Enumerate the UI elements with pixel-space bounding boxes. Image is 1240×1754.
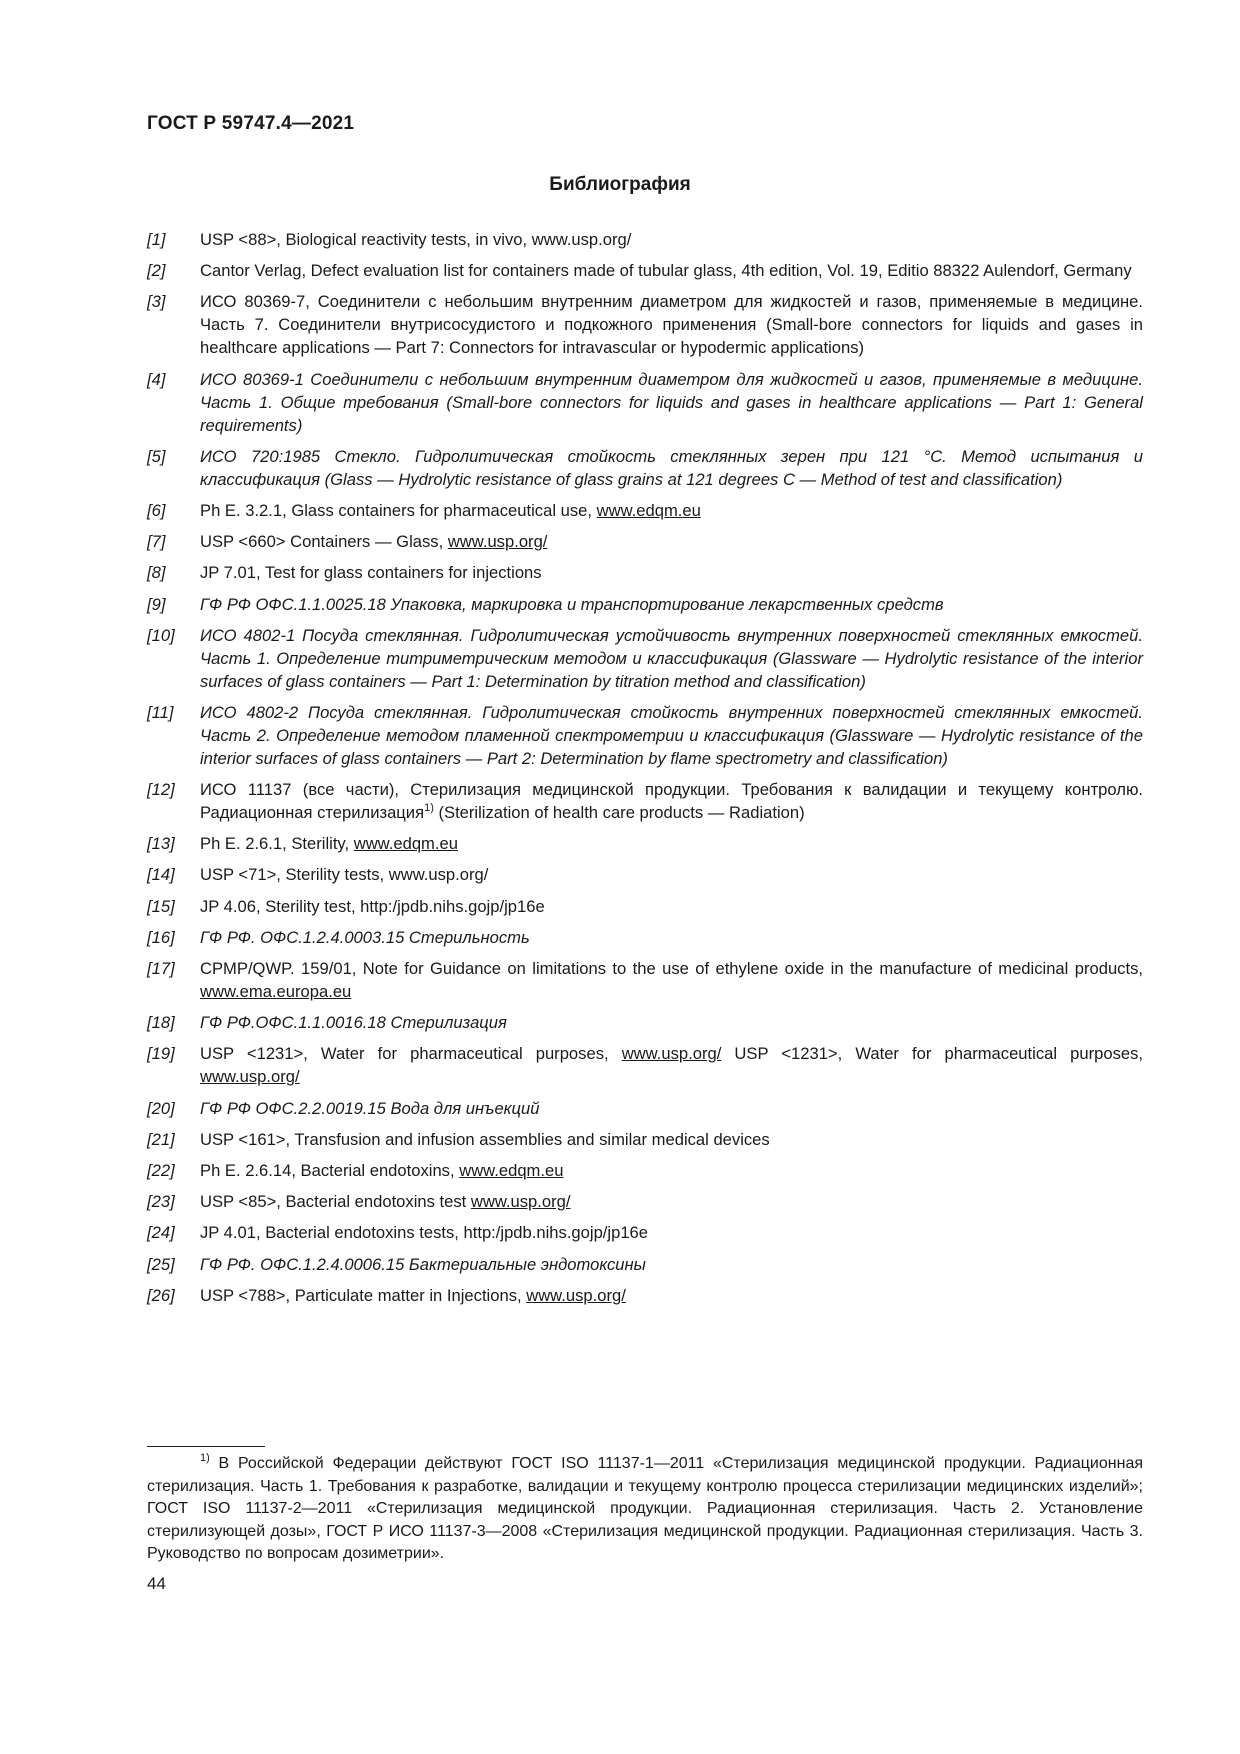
bibliography-entry xyxy=(147,259,1143,282)
entry-body xyxy=(200,532,547,551)
bibliography-entry xyxy=(147,530,1143,553)
entry-number: [6] xyxy=(147,500,166,520)
bibliography-entry xyxy=(147,957,1143,1003)
footnote-reference: 1) xyxy=(424,802,434,815)
bibliography-entry xyxy=(147,701,1143,770)
entry-text: Ph E. 2.6.14, Bacterial endotoxins, xyxy=(200,1160,460,1180)
entry-body xyxy=(200,1223,648,1242)
entry-number: [1] xyxy=(147,230,166,249)
entry-number: [26] xyxy=(147,1285,175,1305)
bibliography-entry xyxy=(147,1221,1143,1244)
entry-body xyxy=(200,501,701,520)
entry-number: [16] xyxy=(147,927,175,947)
entry-link[interactable]: www.usp.org/ xyxy=(470,1192,571,1212)
entry-text: ГФ РФ ОФС.2.2.0019.15 Вода для инъекций xyxy=(200,1098,540,1118)
bibliography-entry xyxy=(147,1128,1143,1151)
entry-link[interactable]: www.ema.europa.eu xyxy=(200,982,352,1001)
entry-number: [21] xyxy=(147,1129,175,1149)
entry-number: [9] xyxy=(147,594,166,614)
document-header: ГОСТ Р 59747.4—2021 xyxy=(147,113,355,134)
entry-body xyxy=(200,595,944,614)
entry-body xyxy=(200,563,542,582)
entry-link[interactable]: www.usp.org/ xyxy=(526,1285,626,1305)
page-title: Библиография xyxy=(549,174,691,195)
bibliography-list xyxy=(147,228,1143,1315)
entry-body xyxy=(200,1130,770,1149)
entry-body xyxy=(200,865,488,884)
entry-text: ГФ РФ ОФС.1.1.0025.18 Упаковка, маркировка и транспортирование лекарственных средств xyxy=(200,594,944,614)
entry-body xyxy=(200,370,1143,435)
footnote xyxy=(147,1453,1143,1566)
footnote-text: В Российской Федерации действуют ГОСТ ISO 11137-1—2011 «Стерилизация медицинской продукции. Радиационная стерилизация. Часть 1. Требования к разработке, валидации и текущему контролю процесса стерилизации медицинских изделий»; ГОСТ ISO 11137-2—2011 «Стерилизация медицинской продукции. Радиационная стерилизация. Часть 2. Установление стерилизующей дозы», ГОСТ Р ИСО 11137-3—2008 «Стерилизация медицинской продукции. Радиационная стерилизация. Часть 3. Руководство по вопросам дозиметрии». xyxy=(147,1455,1143,1562)
entry-text: USP <88>, Biological reactivity tests, in vivo, www.usp.org/ xyxy=(200,230,632,249)
entry-text: USP <85>, Bacterial endotoxins test xyxy=(200,1192,471,1212)
bibliography-entry xyxy=(147,624,1143,693)
entry-text: CPMP/QWP. 159/01, Note for Guidance on limitations to the use of ethylene oxide in the manufacture of medicinal products, xyxy=(200,959,1143,978)
entry-text: USP <71>, Sterility tests, www.usp.org/ xyxy=(200,865,489,885)
entry-text: ИСО 4802-1 Посуда стеклянная. Гидролитическая устойчивость внутренних поверхностей стеклянных емкостей. Часть 1. Определение титриметрическим методом и классификация (Glassware — Hydrolytic resistance of the interior surfaces of glass containers — Part 1: Determination by titration method and classification) xyxy=(200,625,1143,691)
bibliography-entry xyxy=(147,1011,1143,1034)
entry-body xyxy=(200,897,545,916)
entry-number: [14] xyxy=(147,865,175,885)
entry-number: [11] xyxy=(147,702,174,722)
entry-body xyxy=(200,780,1143,822)
entry-text: ИСО 4802-2 Посуда стеклянная. Гидролитическая стойкость внутренних поверхностей стеклянных емкостей. Часть 2. Определение методом пламенной спектрометрии и классификация (Glassware — Hydrolytic resistance of the interior surfaces of glass containers — Part 2: Determination by flame spectrometry and classification) xyxy=(200,702,1143,768)
bibliography-entry xyxy=(147,499,1143,522)
entry-number: [19] xyxy=(147,1044,175,1064)
entry-text-continued: (Sterilization of health care products — Radiation) xyxy=(433,803,805,823)
entry-body xyxy=(200,1099,539,1118)
bibliography-entry xyxy=(147,1159,1143,1182)
entry-text: ГФ РФ. ОФС.1.2.4.0006.15 Бактериальные эндотоксины xyxy=(200,1254,646,1274)
entry-text: ИСО 720:1985 Стекло. Гидролитическая стойкость стеклянных зерен при 121 °С. Метод испытания и классификация (Glass — Hydrolytic resistance of glass grains at 121 degrees C — Method of test and classification) xyxy=(200,446,1143,489)
entry-text: JP 4.06, Sterility test, http:/jpdb.nihs.gojp/jp16e xyxy=(200,896,545,916)
entry-text: Ph E. 2.6.1, Sterility, xyxy=(200,834,354,854)
entry-number: [8] xyxy=(147,563,166,583)
bibliography-entry xyxy=(147,445,1143,491)
bibliography-entry xyxy=(147,290,1143,359)
entry-number: [10] xyxy=(147,625,175,645)
entry-text: Cantor Verlag, Defect evaluation list for containers made of tubular glass, 4th edition, Vol. 19, Editio 88322 Aulendorf, Germany xyxy=(200,261,1132,281)
entry-number: [20] xyxy=(147,1098,175,1118)
entry-link[interactable]: www.usp.org/ xyxy=(447,532,548,552)
entry-body xyxy=(200,261,1132,280)
entry-number: [25] xyxy=(147,1254,175,1274)
entry-body xyxy=(200,1192,571,1211)
entry-text: ГФ РФ. ОФС.1.2.4.0003.15 Стерильность xyxy=(200,927,530,947)
bibliography-entry xyxy=(147,778,1143,824)
entry-body xyxy=(200,1286,626,1305)
entry-text: JP 4.01, Bacterial endotoxins tests, http:/jpdb.nihs.gojp/jp16e xyxy=(200,1223,649,1243)
entry-body xyxy=(200,1013,507,1032)
entry-text-continued: USP <1231>, Water for pharmaceutical purposes, xyxy=(721,1044,1144,1064)
entry-link[interactable]: www.usp.org/ xyxy=(621,1044,722,1064)
entry-body xyxy=(200,447,1143,489)
entry-number: [7] xyxy=(147,532,166,552)
entry-body xyxy=(200,626,1143,691)
entry-number: [18] xyxy=(147,1013,175,1033)
entry-link[interactable]: www.edqm.eu xyxy=(596,500,701,520)
entry-text: USP <1231>, Water for pharmaceutical purposes, xyxy=(200,1044,622,1064)
entry-body xyxy=(200,834,458,853)
entry-link[interactable]: www.edqm.eu xyxy=(353,834,458,854)
entry-number: [12] xyxy=(147,780,175,800)
entry-number: [22] xyxy=(147,1160,175,1180)
entry-number: [5] xyxy=(147,446,166,466)
bibliography-entry xyxy=(147,863,1143,886)
entry-number: [4] xyxy=(147,369,166,389)
entry-body xyxy=(200,1044,1143,1086)
entry-text: JP 7.01, Test for glass containers for injections xyxy=(200,563,542,583)
bibliography-entry xyxy=(147,561,1143,584)
bibliography-entry xyxy=(147,1253,1143,1276)
entry-text: USP <788>, Particulate matter in Injections, xyxy=(200,1285,527,1305)
entry-text: ИСО 80369-7, Соединители с небольшим внутренним диаметром для жидкостей и газов, применяемые в медицине. Часть 7. Соединители внутрисосудистого и подкожного применения (Small-bore connectors for liquids and gases in healthcare applications — Part 7: Connectors for intravascular or hypodermic applications) xyxy=(200,292,1143,358)
entry-text: ГФ РФ.ОФС.1.1.0016.18 Стерилизация xyxy=(200,1013,507,1033)
entry-text: USP <660> Containers — Glass, xyxy=(200,532,448,552)
entry-link[interactable]: www.usp.org/ xyxy=(200,1067,300,1087)
bibliography-entry xyxy=(147,228,1143,251)
bibliography-entry xyxy=(147,926,1143,949)
entry-body xyxy=(200,292,1143,357)
bibliography-entry xyxy=(147,895,1143,918)
entry-number: [15] xyxy=(147,896,175,916)
entry-number: [3] xyxy=(147,292,166,312)
entry-body xyxy=(200,959,1143,1001)
entry-number: [13] xyxy=(147,834,175,854)
page-number: 44 xyxy=(147,1574,166,1593)
entry-text: USP <161>, Transfusion and infusion assemblies and similar medical devices xyxy=(200,1129,770,1149)
entry-body xyxy=(200,230,631,249)
entry-text: ИСО 11137 (все части), Стерилизация медицинской продукции. Требования к валидации и текущему контролю. Радиационная стерилизация xyxy=(200,780,1143,823)
entry-text: ИСО 80369-1 Соединители с небольшим внутренним диаметром для жидкостей и газов, применяемые в медицине. Часть 1. Общие требования (Small-bore connectors for liquids and gases in healthcare applications — Part 1: General requirements) xyxy=(200,369,1143,435)
entry-body xyxy=(200,1161,563,1180)
footnote-marker: 1) xyxy=(200,1452,210,1464)
bibliography-entry xyxy=(147,1097,1143,1120)
entry-number: [23] xyxy=(147,1192,175,1212)
bibliography-entry xyxy=(147,1284,1143,1307)
footnote-divider xyxy=(147,1446,265,1447)
entry-link[interactable]: www.edqm.eu xyxy=(459,1160,564,1180)
bibliography-entry xyxy=(147,593,1143,616)
entry-number: [24] xyxy=(147,1223,175,1243)
entry-text: Ph E. 3.2.1, Glass containers for pharmaceutical use, xyxy=(200,500,597,520)
bibliography-entry xyxy=(147,1190,1143,1213)
bibliography-entry xyxy=(147,368,1143,437)
entry-body xyxy=(200,928,530,947)
entry-body xyxy=(200,1255,646,1274)
entry-number: [17] xyxy=(147,959,175,978)
entry-body xyxy=(200,703,1143,768)
bibliography-entry xyxy=(147,832,1143,855)
bibliography-entry xyxy=(147,1042,1143,1088)
entry-number: [2] xyxy=(147,261,166,281)
